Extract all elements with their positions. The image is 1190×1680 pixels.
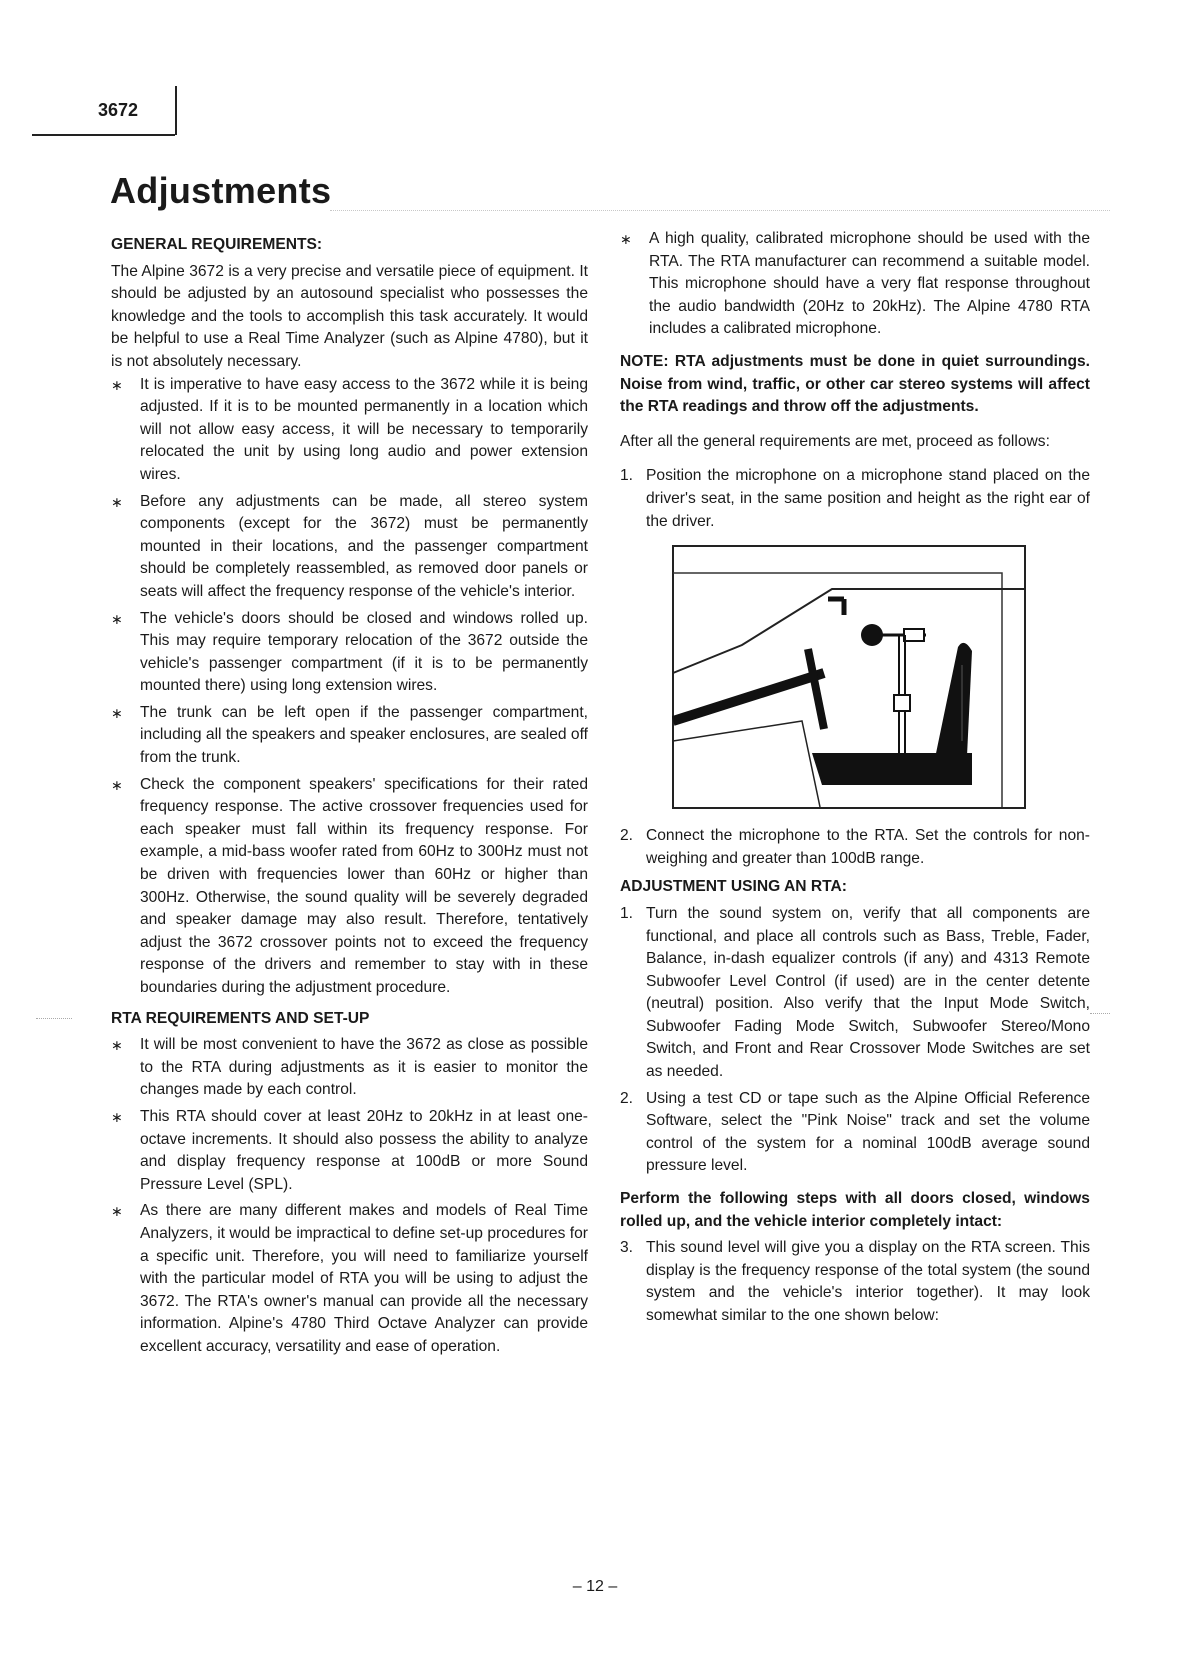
list-item: [620, 228, 1090, 341]
list-item: [620, 1088, 1090, 1178]
step-number: 2.: [620, 1089, 634, 1107]
step-number: 1.: [620, 904, 634, 922]
step-text: Using a test CD or tape such as the Alpine Official Reference Software, select the "Pink Noise" track and set the volume control of the system for a nominal 100dB average sound pressure level.: [646, 1089, 1090, 1175]
bullet-text: It is imperative to have easy access to the 3672 while it is being adjusted. If it is to be mounted permanently in a location which will not allow easy access, it will be necessary to temporarily relocated the unit by using long audio and power extension wires.: [140, 375, 588, 483]
asterisk-icon: ∗: [111, 1037, 123, 1054]
asterisk-icon: ∗: [111, 1108, 123, 1125]
list-item: [111, 1106, 588, 1196]
list-item: [111, 774, 588, 1000]
left-column: [111, 228, 588, 1367]
model-number: 3672: [98, 100, 139, 120]
list-item: [620, 903, 1090, 1084]
bullet-text: As there are many different makes and models of Real Time Analyzers, it would be impractical to define set-up procedures for a specific unit. Therefore, you will need to familiarize yourself with the particular model of RTA you will be using to adjust the 3672. The RTA's owner's manual can provide all the necessary information. Alpine's 4780 Third Octave Analyzer can provide excellent accuracy, versatility and ease of operation.: [140, 1202, 588, 1355]
asterisk-icon: ∗: [111, 704, 123, 721]
adjustment-step-list: [620, 903, 1090, 1178]
rta-bullet-list: [111, 1034, 588, 1358]
bullet-text: The trunk can be left open if the passenger compartment, including all the speakers and speaker enclosures, are sealed off from the trunk.: [140, 703, 588, 767]
general-intro: The Alpine 3672 is a very precise and versatile piece of equipment. It should be adjusted by an autosound specialist who possesses the knowledge and the tools to accomplish this task accurately. It would be helpful to use a Real Time Analyzer (such as Alpine 4780), but it is not absolutely necessary.: [111, 262, 588, 370]
list-item: [620, 1237, 1090, 1327]
margin-mark: [36, 1018, 72, 1019]
asterisk-icon: ∗: [620, 231, 632, 247]
rta-requirements-heading: RTA REQUIREMENTS AND SET-UP: [111, 1009, 370, 1027]
driver-seat-illustration: [672, 545, 1026, 809]
step-number: 2.: [620, 827, 634, 845]
microphone-position-figure: [672, 545, 1026, 809]
position-step-list: [620, 465, 1090, 533]
step-number: 3.: [620, 1239, 634, 1257]
step-text: This sound level will give you a display on the RTA screen. This display is the frequency response of the total system (the sound system and the vehicle's interior together). It may look somewhat similar to the one shown below:: [646, 1239, 1090, 1324]
header-rule-horizontal: [32, 134, 175, 136]
asterisk-icon: ∗: [111, 610, 123, 627]
list-item: [620, 465, 1090, 533]
list-item: [111, 1200, 588, 1358]
step-number: 1.: [620, 467, 634, 485]
list-item: [111, 702, 588, 770]
list-item: [111, 374, 588, 487]
final-step-list: [620, 1237, 1090, 1327]
list-item: [111, 608, 588, 698]
perform-instruction: Perform the following steps with all doors closed, windows rolled up, and the vehicle interior completely intact:: [620, 1190, 1090, 1230]
bullet-text: It will be most convenient to have the 3672 as close as possible to the RTA during adjustments as it is easier to monitor the changes made by each control.: [140, 1036, 588, 1099]
right-column: [620, 228, 1090, 1334]
asterisk-icon: ∗: [111, 1203, 123, 1220]
margin-mark: [1090, 1013, 1110, 1014]
list-item: [620, 825, 1090, 870]
bullet-text: This RTA should cover at least 20Hz to 20kHz in at least one-octave increments. It should also possess the ability to analyze and display frequency response at 100dB or more Sound Pressure Level (SPL).: [140, 1107, 588, 1193]
note: NOTE: RTA adjustments must be done in quiet surroundings. Noise from wind, traffic, or other car stereo systems will affect the RTA readings and throw off the adjustments.: [620, 352, 1090, 416]
bullet-text: The vehicle's doors should be closed and windows rolled up. This may require temporary relocation of the 3672 outside the vehicle's passenger compartment (if it is to be permanently mounted there) using long extension wires.: [140, 609, 588, 695]
list-item: [111, 1034, 588, 1102]
stand-clamp: [894, 695, 910, 711]
bullet-text: Before any adjustments can be made, all stereo system components (except for the 3672) must be permanently mounted in their locations, and the passenger compartment should be completely reassembled, as removed door panels or seats will affect the frequency response of the vehicle's interior.: [140, 492, 588, 600]
mic-bullet-list: [620, 228, 1090, 341]
step-text: Connect the microphone to the RTA. Set the controls for non-weighing and greater than 100dB range.: [646, 827, 1090, 867]
step-text: Position the microphone on a microphone stand placed on the driver's seat, in the same position and height as the right ear of the driver.: [646, 467, 1090, 530]
after-requirements: After all the general requirements are met, proceed as follows:: [620, 432, 1050, 450]
header-rule-vertical: [175, 86, 177, 135]
list-item: [111, 491, 588, 604]
general-requirements-heading: GENERAL REQUIREMENTS:: [111, 236, 323, 253]
asterisk-icon: ∗: [111, 493, 123, 510]
page-title: Adjustments: [110, 170, 332, 211]
boom-clamp: [904, 629, 924, 641]
step-text: Turn the sound system on, verify that all components are functional, and place all controls such as Bass, Treble, Fader, Balance, in-dash equalizer controls (if any) and 4313 Remote Subwoofer Level Control (if used) are in the center detente (neutral) position. Also verify that the Input Mode Switch, Subwoofer Fading Mode Switch, Subwoofer Stereo/Mono Switch, and Front and Rear Crossover Mode Switches are set as needed.: [646, 904, 1090, 1081]
general-bullet-list: [111, 374, 588, 1000]
adjustment-heading: ADJUSTMENT USING AN RTA:: [620, 878, 847, 896]
bullet-text: Check the component speakers' specifications for their rated frequency response. The active crossover frequencies used for each speaker must fall within its frequency response. For example, a mid-bass woofer rated from 60Hz to 300Hz must not be driven with frequencies lower than 60Hz or higher than 300Hz. Otherwise, the sound quality will be severely degraded and speaker damage may also result. Therefore, tentatively adjust the 3672 crossover points not to exceed the frequency response of the drivers and remember to stay with in these boundaries during the adjustment procedure.: [140, 775, 588, 996]
page-number: – 12 –: [572, 1578, 618, 1595]
connect-step-list: [620, 825, 1090, 870]
asterisk-icon: ∗: [111, 376, 123, 393]
asterisk-icon: ∗: [111, 776, 123, 793]
seat-cushion: [812, 753, 972, 785]
mic-bullet-text: A high quality, calibrated microphone should be used with the RTA. The RTA manufacturer can recommend a suitable model. This microphone should have a very flat response throughout the audio bandwidth (20Hz to 20kHz). The Alpine 4780 RTA includes a calibrated microphone.: [649, 230, 1090, 338]
title-divider: [330, 210, 1110, 211]
